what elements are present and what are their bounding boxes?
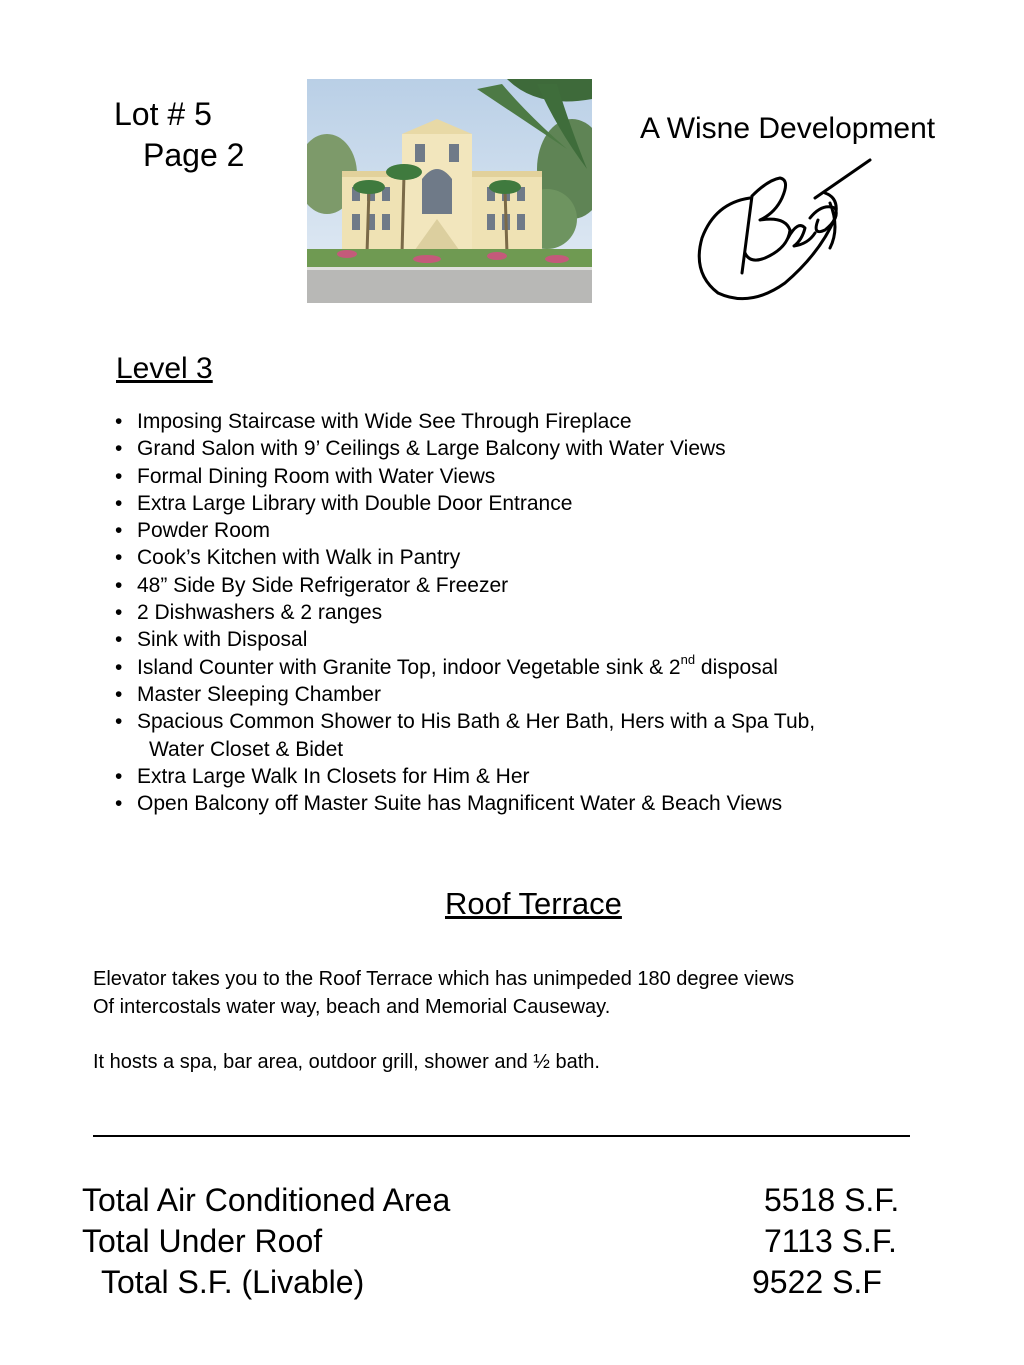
- roof-text-line: It hosts a spa, bar area, outdoor grill, shower and ½ bath.: [93, 1050, 600, 1073]
- house-rendering-image: [307, 79, 592, 303]
- total-under-roof-value: 7113 S.F.: [764, 1223, 897, 1259]
- roof-terrace-description: [93, 966, 953, 1076]
- list-item: • Spacious Common Shower to His Bath & Her Bath, Hers with a Spa Tub, Water Closet & Bidet: [115, 708, 915, 763]
- developer-name: A Wisne Development: [640, 112, 936, 145]
- list-item: • Island Counter with Granite Top, indoor Vegetable sink & 2nd disposal: [115, 654, 915, 681]
- list-item: • 2 Dishwashers & 2 ranges: [115, 599, 915, 626]
- total-ac-area-label: Total Air Conditioned Area: [82, 1182, 451, 1218]
- divider: [93, 1135, 910, 1137]
- level-3-heading: Level 3: [116, 352, 213, 385]
- list-item: • Open Balcony off Master Suite has Magnificent Water & Beach Views: [115, 790, 915, 817]
- level-3-feature-list: [115, 408, 915, 817]
- list-item: • Imposing Staircase with Wide See Through Fireplace: [115, 408, 915, 435]
- total-ac-area-value: 5518 S.F.: [764, 1182, 900, 1218]
- ordinal-suffix: nd: [680, 651, 696, 667]
- list-item: • 48” Side By Side Refrigerator & Freezer: [115, 572, 915, 599]
- list-item-continuation: Water Closet & Bidet: [149, 737, 344, 761]
- list-item: • Master Sleeping Chamber: [115, 681, 915, 708]
- total-livable-value: 9522 S.F: [752, 1264, 882, 1300]
- list-item: • Cook’s Kitchen with Walk in Pantry: [115, 544, 915, 571]
- list-item: • Powder Room: [115, 517, 915, 544]
- lot-number: Lot # 5: [114, 96, 212, 132]
- roof-terrace-heading: Roof Terrace: [445, 886, 622, 921]
- roof-text-line: Of intercostals water way, beach and Memorial Causeway.: [93, 995, 611, 1018]
- list-item: • Sink with Disposal: [115, 626, 915, 653]
- total-livable-label: Total S.F. (Livable): [101, 1264, 365, 1300]
- total-under-roof-label: Total Under Roof: [82, 1223, 323, 1259]
- roof-text-line: Elevator takes you to the Roof Terrace which has unimpeded 180 degree views: [93, 968, 795, 990]
- list-item: • Formal Dining Room with Water Views: [115, 463, 915, 490]
- handwritten-signature: [690, 158, 880, 303]
- list-item: • Extra Large Library with Double Door Entrance: [115, 490, 915, 517]
- page-number: Page 2: [143, 137, 245, 173]
- list-item: • Grand Salon with 9’ Ceilings & Large Balcony with Water Views: [115, 435, 915, 462]
- list-item: • Extra Large Walk In Closets for Him & Her: [115, 763, 915, 790]
